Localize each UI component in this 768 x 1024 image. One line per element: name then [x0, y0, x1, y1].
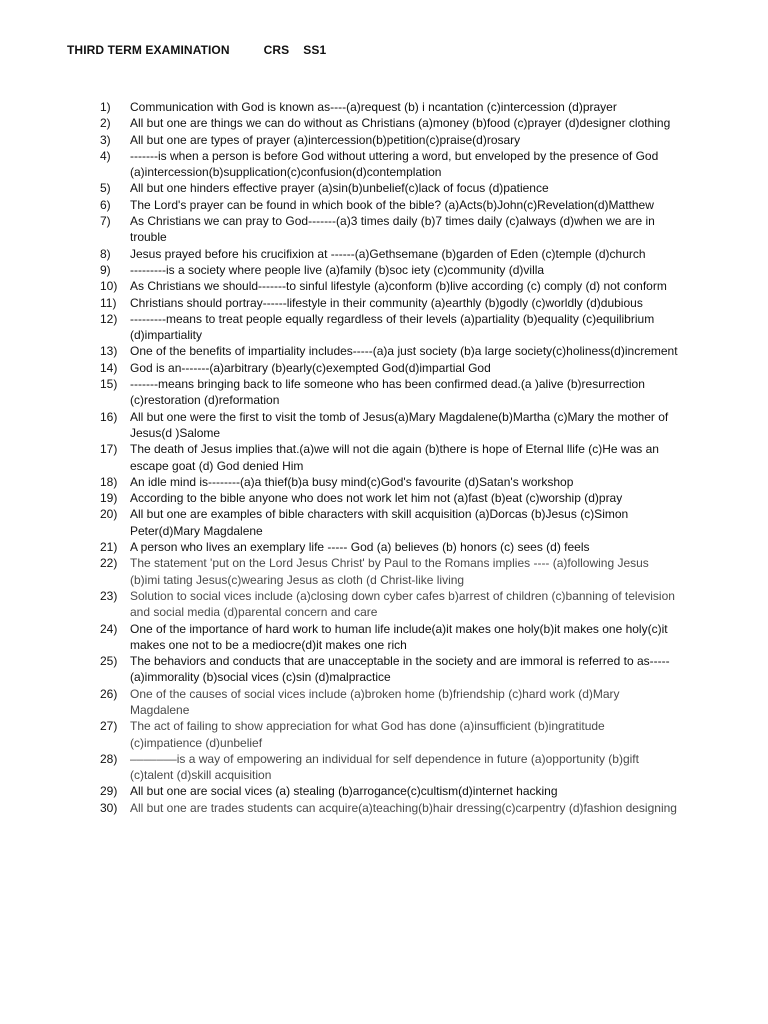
question-number: 1)	[100, 100, 111, 114]
question-text: All but one hinders effective prayer (a)sin(b)unbelief(c)lack of focus (d)patience	[130, 181, 549, 196]
question-number: 19)	[100, 491, 118, 506]
question-text: Christians should portray------lifestyle in their community (a)earthly (b)godly (c)worldly (d)dubious	[130, 295, 643, 310]
question-text: All but one are things we can do without as Christians (a)money (b)food (c)prayer (d)designer clothing	[130, 116, 671, 131]
question-text: All but one were the first to visit the tomb of Jesus(a)Mary Magdalene(b)Martha (c)Mary the mother of Jesus(d )Salome	[130, 409, 669, 440]
question-text: All but one are examples of bible characters with skill acquisition (a)Dorcas (b)Jesus (c)Simon Peter(d)Mary Magdalene	[130, 507, 629, 538]
question-item	[100, 115, 680, 131]
question-item	[100, 686, 680, 719]
question-number: 30)	[100, 800, 118, 815]
question-text: –––––––is a way of empowering an individual for self dependence in future (a)opportunity (b)gift (c)talent (d)skill acquisition	[130, 751, 639, 783]
question-number: 17)	[100, 442, 118, 457]
question-number: 12)	[100, 311, 118, 326]
question-number: 23)	[100, 588, 118, 603]
question-item	[100, 653, 680, 686]
question-text: All but one are types of prayer (a)intercession(b)petition(c)praise(d)rosary	[130, 132, 521, 147]
question-number: 28)	[100, 751, 118, 766]
question-number: 21)	[100, 540, 118, 555]
question-text: Solution to social vices include (a)closing down cyber cafes b)arrest of children (c)banning of television and social media (d)parental concern and care	[130, 588, 675, 620]
question-text: -------means bringing back to life someone who has been confirmed dead.(a )alive (b)resurrection (c)restoration (d)reformation	[130, 377, 645, 408]
question-number: 11)	[100, 295, 117, 310]
question-item	[100, 783, 680, 799]
question-item	[100, 474, 680, 490]
question-number: 7)	[100, 214, 111, 229]
question-text: -------is when a person is before God without uttering a word, but enveloped by the presence of God (a)intercession(b)supplication(c)confusion(d)contemplation	[130, 148, 659, 180]
question-item	[100, 555, 680, 588]
question-text: The statement 'put on the Lord Jesus Christ' by Paul to the Romans implies ---- (a)following Jesus (b)imi tating Jesus(c)wearing Jesus as cloth (d Christ-like living	[130, 556, 649, 587]
question-item	[100, 621, 680, 654]
question-item	[100, 213, 680, 246]
question-number: 3)	[100, 132, 111, 147]
question-number: 16)	[100, 409, 118, 424]
question-item	[100, 311, 680, 344]
question-number: 13)	[100, 344, 118, 359]
question-text: The behaviors and conducts that are unacceptable in the society and are immoral is referred to as----- (a)immorality (b)social vices (c)sin (d)malpractice	[130, 654, 670, 685]
question-item	[100, 295, 680, 311]
question-text: The death of Jesus implies that.(a)we will not die again (b)there is hope of Eternal llife (c)He was an escape goat (d) God denied Him	[130, 442, 659, 473]
question-item	[100, 490, 680, 506]
question-item	[100, 132, 680, 148]
question-item	[100, 197, 680, 213]
question-item	[100, 376, 680, 409]
question-list	[100, 99, 680, 816]
question-number: 14)	[100, 360, 118, 375]
question-text: According to the bible anyone who does not work let him not (a)fast (b)eat (c)worship (d)pray	[130, 491, 623, 506]
question-item	[100, 800, 680, 816]
question-number: 5)	[100, 181, 111, 196]
question-number: 2)	[100, 116, 111, 131]
subject-label: CRS	[263, 43, 290, 57]
question-number: 29)	[100, 784, 118, 799]
question-item	[100, 539, 680, 555]
question-text: One of the benefits of impartiality includes-----(a)a just society (b)a large society(c)holiness(d)increment	[130, 344, 678, 359]
question-number: 27)	[100, 719, 118, 734]
question-text: All but one are trades students can acquire(a)teaching(b)hair dressing(c)carpentry (d)fashion designing	[130, 800, 677, 815]
question-item	[100, 718, 680, 751]
question-number: 24)	[100, 621, 118, 636]
question-item	[100, 506, 680, 539]
question-number: 10)	[100, 279, 118, 294]
question-number: 26)	[100, 686, 118, 701]
question-item	[100, 99, 680, 115]
exam-header	[67, 43, 326, 57]
question-item	[100, 180, 680, 196]
question-text: One of the importance of hard work to human life include(a)it makes one holy(b)it makes one holy(c)it makes one not to be a mediocre(d)it makes one rich	[130, 621, 668, 652]
question-item	[100, 148, 680, 181]
question-text: ---------means to treat people equally regardless of their levels (a)partiality (b)equality (c)equilibrium (d)impartiality	[130, 311, 655, 343]
question-item	[100, 409, 680, 442]
question-item	[100, 588, 680, 621]
question-text: All but one are social vices (a) stealing (b)arrogance(c)cultism(d)internet hacking	[130, 784, 558, 799]
question-text: God is an-------(a)arbitrary (b)early(c)exempted God(d)impartial God	[130, 360, 491, 375]
question-item	[100, 751, 680, 784]
question-number: 6)	[100, 197, 111, 212]
question-number: 4)	[100, 148, 111, 163]
exam-title: THIRD TERM EXAMINATION	[67, 43, 230, 57]
question-number: 18)	[100, 474, 118, 489]
question-item	[100, 441, 680, 474]
question-text: ---------is a society where people live (a)family (b)soc iety (c)community (d)villa	[130, 262, 545, 277]
question-number: 8)	[100, 246, 111, 261]
question-text: A person who lives an exemplary life ----- God (a) believes (b) honors (c) sees (d) feels	[130, 540, 590, 555]
question-item	[100, 262, 680, 278]
question-text: Communication with God is known as----(a)request (b) i ncantation (c)intercession (d)prayer	[130, 100, 617, 114]
question-item	[100, 360, 680, 376]
question-item	[100, 278, 680, 294]
question-number: 25)	[100, 654, 118, 669]
question-text: The Lord's prayer can be found in which book of the bible? (a)Acts(b)John(c)Revelation(d)Matthew	[130, 197, 654, 212]
question-number: 20)	[100, 507, 118, 522]
question-text: Jesus prayed before his crucifixion at ------(a)Gethsemane (b)garden of Eden (c)temple (d)church	[130, 246, 646, 261]
question-number: 9)	[100, 262, 111, 277]
question-text: An idle mind is--------(a)a thief(b)a busy mind(c)God's favourite (d)Satan's workshop	[130, 474, 574, 489]
question-item	[100, 246, 680, 262]
question-item	[100, 343, 680, 359]
question-text: The act of failing to show appreciation for what God has done (a)insufficient (b)ingratitude (c)impatience (d)unbelief	[130, 719, 605, 750]
question-number: 15)	[100, 377, 118, 392]
question-number: 22)	[100, 556, 118, 571]
question-text: One of the causes of social vices include (a)broken home (b)friendship (c)hard work (d)Mary Magdalene	[130, 686, 620, 717]
question-text: As Christians we should-------to sinful lifestyle (a)conform (b)live according (c) comply (d) not conform	[130, 279, 667, 294]
question-text: As Christians we can pray to God-------(a)3 times daily (b)7 times daily (c)always (d)when we are in trouble	[130, 214, 655, 245]
class-label: SS1	[303, 43, 327, 57]
